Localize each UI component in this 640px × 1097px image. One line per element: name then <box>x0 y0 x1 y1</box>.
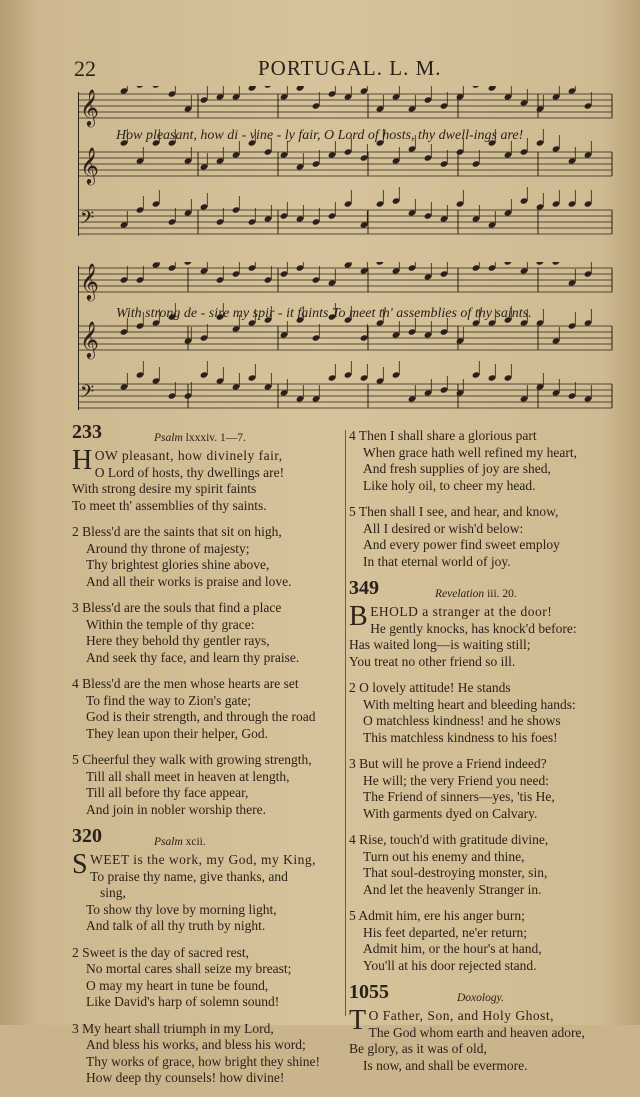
hymn-320 <box>72 825 344 1087</box>
hymn-233 <box>72 421 344 818</box>
hymn-reference: Psalm lxxxiv. 1—7. <box>154 432 246 444</box>
hymn-320-continued <box>349 428 619 570</box>
page-header <box>0 56 640 86</box>
stanza: HOW pleasant, how divinely fair, O Lord of hosts, thy dwellings are! With strong desire my spirit faints To meet th' assemblies of thy saints. <box>72 445 285 513</box>
stanza: 5 Cheerful they walk with growing strength, Till all shall meet in heaven at length, Till all before thy face appear, And join in nobler worship there. <box>72 752 312 817</box>
stanza: 2 Bless'd are the saints that sit on high, Around thy throne of majesty; Thy brightest glories shine above, And all their works is praise and love. <box>72 524 292 589</box>
hymn-reference: Psalm xcii. <box>154 836 206 848</box>
svg-text:𝄢: 𝄢 <box>80 382 95 407</box>
hymn-1055 <box>349 981 619 1074</box>
stanza: 2 Sweet is the day of sacred rest, No mortal cares shall seize my breast; O may my heart in tune be found, Like David's harp of solemn sound! <box>72 944 292 1009</box>
lyrics-line-2: With strong de - sire my spir - it faints To meet th' assemblies of thy saints. <box>116 306 532 321</box>
stanza: 5 Admit him, ere his anger burn; His feet departed, ne'er return; Admit him, or the hour's at hand, You'll at his door rejected stand. <box>349 908 542 973</box>
stanza: 5 Then shall I see, and hear, and know, All I desired or wish'd below: And every power find sweet employ In that eternal world of joy. <box>349 504 560 569</box>
svg-text:𝄞: 𝄞 <box>80 320 99 358</box>
stanza: 3 But will he prove a Friend indeed? He will; the very Friend you need: The Friend of sinners—yes, 'tis He, With garments dyed on Calvary. <box>349 756 555 821</box>
hymn-number: 320 <box>72 825 102 847</box>
stanza: BEHOLD a stranger at the door! He gently knocks, has knock'd before: Has waited long—is waiting still; You treat no other friend so ill. <box>349 601 577 669</box>
music-system-2 <box>78 262 614 414</box>
lyrics-line-1: How pleasant, how di - vine - ly fair, O Lord of hosts, thy dwell-ings are! <box>116 128 524 143</box>
right-column <box>349 424 619 1084</box>
stanza: T O Father, Son, and Holy Ghost, The God whom earth and heaven adore, Be glory, as it was of old, Is now, and shall be evermore. <box>349 1005 585 1073</box>
stanza: 4 Bless'd are the men whose hearts are set To find the way to Zion's gate; God is their strength, and through the road They lean upon their helper, God. <box>72 676 316 741</box>
svg-text:𝄞: 𝄞 <box>80 262 99 300</box>
stanza: 2 O lovely attitude! He stands With melting heart and bleeding hands: O matchless kindness! and he shows This matchless kindness to his foes! <box>349 680 576 745</box>
svg-text:𝄞: 𝄞 <box>80 88 99 126</box>
stanza: 3 My heart shall triumph in my Lord, And bless his works, and bless his word; Thy works of grace, how bright they shine! How deep thy counsels! how divine! <box>72 1020 320 1085</box>
svg-text:𝄢: 𝄢 <box>80 208 95 233</box>
staff-notation-1 <box>78 86 614 246</box>
hymn-reference: Doxology. <box>457 992 504 1004</box>
svg-text:𝄞: 𝄞 <box>80 146 99 184</box>
stanza: SWEET is the work, my God, my King, To praise thy name, give thanks, and sing, To show thy love by morning light, And talk of all thy truth by night. <box>72 849 317 933</box>
page-number: 22 <box>74 56 96 81</box>
hymn-number: 1055 <box>349 981 389 1003</box>
stanza: 4 Then I shall share a glorious part When grace hath well refined my heart, And fresh supplies of joy are shed, Like holy oil, to cheer my head. <box>349 428 578 493</box>
hymn-reference: Revelation iii. 20. <box>435 588 517 600</box>
tune-title: PORTUGAL. L. M. <box>258 56 442 80</box>
hymn-number: 349 <box>349 577 379 599</box>
staff-notation-2 <box>78 262 614 414</box>
left-column <box>72 421 344 1097</box>
stanza: 4 Rise, touch'd with gratitude divine, Turn out his enemy and thine, That soul-destroying monster, sin, And let the heavenly Stranger in. <box>349 832 549 897</box>
hymn-349 <box>349 577 619 974</box>
music-system-1 <box>78 86 614 246</box>
stanza: 3 Bless'd are the souls that find a place Within the temple of thy grace: Here they behold thy gentler rays, And seek thy face, and learn thy praise. <box>72 600 300 665</box>
hymn-number: 233 <box>72 421 102 443</box>
column-divider <box>345 430 346 1016</box>
